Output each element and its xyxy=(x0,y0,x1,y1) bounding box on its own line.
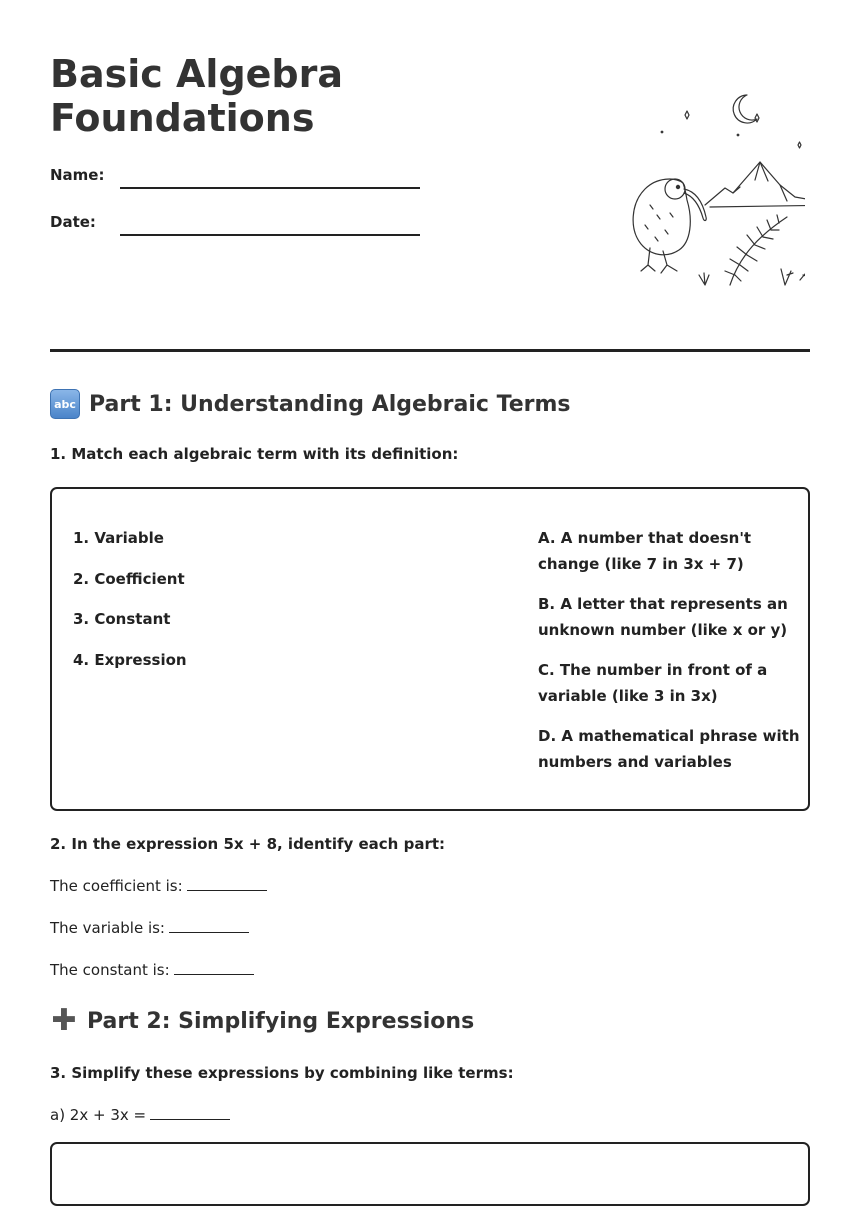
term-item: 2. Coefficient xyxy=(73,569,185,588)
term-item: 1. Variable xyxy=(73,529,164,547)
moon-icon xyxy=(733,95,757,123)
plus-icon: ✚ xyxy=(51,1003,77,1038)
abc-icon: abc xyxy=(50,389,80,419)
q3a-blank[interactable] xyxy=(150,1105,230,1120)
definition-item: B. A letter that represents an unknown number (like x or y) xyxy=(538,595,788,639)
page-title: Basic Algebra Foundations xyxy=(50,52,343,140)
q3a-line xyxy=(50,1105,230,1124)
variable-line xyxy=(50,918,249,937)
constant-line xyxy=(50,960,254,979)
variable-blank[interactable] xyxy=(169,918,249,933)
definition-item: C. The number in front of a variable (like 3 in 3x) xyxy=(538,661,768,705)
kiwi-bird-icon xyxy=(633,179,690,255)
variable-label: The variable is: xyxy=(50,919,165,937)
question-1: 1. Match each algebraic term with its definition: xyxy=(50,445,459,463)
definition-item: D. A mathematical phrase with numbers and variables xyxy=(538,727,800,771)
fern-icon xyxy=(730,217,787,285)
terms-list xyxy=(73,527,323,689)
name-label: Name: xyxy=(50,166,105,184)
star-icon xyxy=(798,142,801,148)
star-icon xyxy=(685,111,689,119)
name-field[interactable] xyxy=(120,187,420,189)
term-item: 3. Constant xyxy=(73,610,171,628)
constant-label: The constant is: xyxy=(50,961,170,979)
worksheet-page xyxy=(50,0,810,1161)
q3a-label: a) 2x + 3x = xyxy=(50,1106,147,1124)
part2-heading-text: Part 2: Simplifying Expressions xyxy=(87,1008,475,1034)
date-label: Date: xyxy=(50,213,96,231)
term-item: 4. Expression xyxy=(73,650,187,669)
definition-item: A. A number that doesn't change (like 7 in 3x + 7) xyxy=(538,529,752,573)
question-3: 3. Simplify these expressions by combining like terms: xyxy=(50,1064,514,1082)
coefficient-blank[interactable] xyxy=(187,876,267,891)
matching-box xyxy=(50,487,810,811)
constant-blank[interactable] xyxy=(174,960,254,975)
kiwi-bird-mountain-illustration xyxy=(555,85,805,300)
question-2: 2. In the expression 5x + 8, identify each part: xyxy=(50,835,446,853)
date-field[interactable] xyxy=(120,234,420,236)
part2-heading xyxy=(50,1003,475,1038)
part1-heading-text: Part 1: Understanding Algebraic Terms xyxy=(89,391,571,417)
coefficient-line xyxy=(50,876,267,895)
part1-heading xyxy=(50,389,571,419)
work-box xyxy=(50,1142,810,1206)
definitions-list xyxy=(538,525,800,789)
mountain-icon xyxy=(705,162,805,205)
section-divider xyxy=(50,349,810,352)
coefficient-label: The coefficient is: xyxy=(50,877,183,895)
